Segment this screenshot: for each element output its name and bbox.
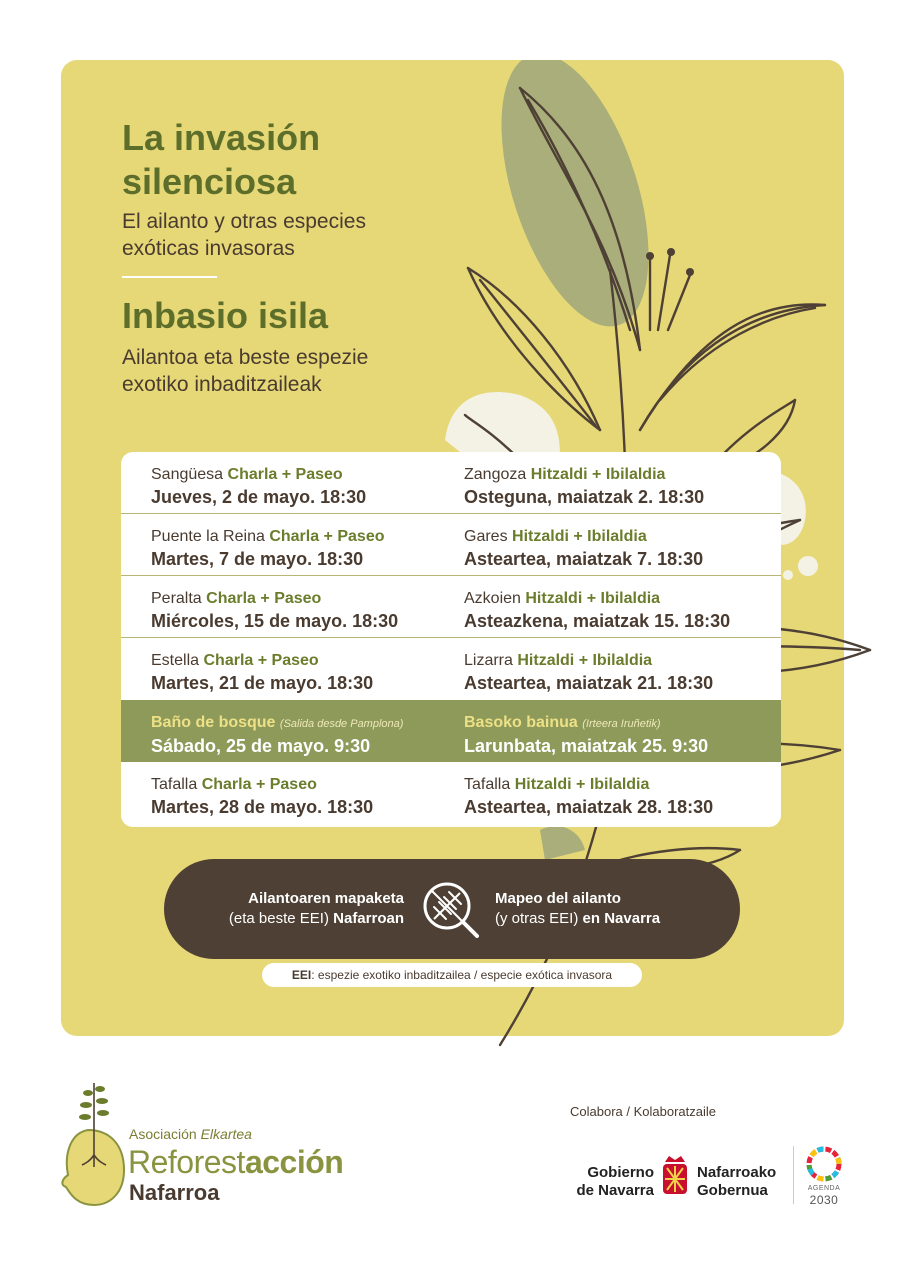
map-banner-es-line1: Mapeo del ailanto — [495, 890, 621, 907]
town: Puente la Reina — [151, 528, 265, 545]
navarra-crest-icon — [659, 1152, 691, 1200]
date: Martes, 21 de mayo. 18:30 — [151, 673, 374, 693]
organizer-brand: Reforestacción — [128, 1144, 344, 1180]
logo-divider — [793, 1146, 794, 1204]
activity: Hitzaldi + Ibilaldia — [525, 590, 661, 607]
date: Asteartea, maiatzak 21. 18:30 — [464, 673, 714, 693]
map-banner-basque — [229, 889, 404, 929]
date: Larunbata, maiatzak 25. 9:30 — [464, 736, 709, 756]
schedule-row — [121, 762, 781, 824]
activity: Hitzaldi + Ibilaldia — [530, 466, 666, 483]
date: Jueves, 2 de mayo. 18:30 — [151, 487, 367, 507]
activity: Charla + Paseo — [227, 466, 343, 483]
activity: Hitzaldi + Ibilaldia — [514, 776, 650, 793]
map-banner[interactable] — [164, 859, 740, 959]
schedule-row — [121, 452, 781, 514]
town: Basoko bainua — [464, 714, 578, 731]
map-banner-eu-line2-plain: (eta beste EEI) — [228, 910, 329, 927]
town: Tafalla — [464, 776, 511, 793]
schedule-cell-es — [151, 589, 398, 633]
schedule-row — [121, 638, 781, 700]
activity-note: (Salida desde Pamplona) — [279, 718, 404, 730]
eei-footnote — [262, 963, 642, 987]
schedule-cell-es — [151, 713, 403, 758]
date: Osteguna, maiatzak 2. 18:30 — [464, 487, 705, 507]
map-banner-spanish — [495, 889, 660, 929]
activity: Charla + Paseo — [201, 776, 317, 793]
date: Asteazkena, maiatzak 15. 18:30 — [464, 611, 731, 631]
organizer-association-label: Asociación Elkartea — [129, 1126, 252, 1142]
town: Lizarra — [464, 652, 513, 669]
date: Martes, 7 de mayo. 18:30 — [151, 549, 364, 569]
map-banner-eu-line1: Ailantoaren mapaketa — [248, 890, 404, 907]
town: Gares — [464, 528, 508, 545]
town: Azkoien — [464, 590, 521, 607]
schedule-row — [121, 576, 781, 638]
activity: Charla + Paseo — [269, 528, 385, 545]
activity-note: (Irteera Iruñetik) — [582, 718, 661, 730]
date: Asteartea, maiatzak 7. 18:30 — [464, 549, 704, 569]
date: Sábado, 25 de mayo. 9:30 — [151, 736, 371, 756]
gobierno-navarra-eu: Nafarroako Gobernua — [697, 1164, 777, 1199]
schedule-cell-eu — [464, 527, 703, 571]
subtitle-basque: Ailantoa eta beste espezie exotiko inbaditzaileak — [122, 346, 369, 396]
town: Peralta — [151, 590, 202, 607]
map-banner-es-line2-plain: (y otras EEI) — [495, 910, 579, 927]
agenda-label: AGENDA — [807, 1185, 841, 1192]
schedule-cell-es — [151, 527, 384, 571]
eei-definition: : espezie exotiko inbaditzailea / especie exótica invasora — [311, 968, 613, 982]
town: Estella — [151, 652, 200, 669]
town: Sangüesa — [151, 466, 224, 483]
schedule-row-featured — [121, 700, 781, 762]
schedule-cell-eu — [464, 465, 704, 509]
date: Asteartea, maiatzak 28. 18:30 — [464, 797, 714, 817]
title-divider — [122, 276, 217, 278]
schedule-table — [121, 452, 781, 827]
schedule-cell-eu — [464, 775, 713, 819]
eei-abbrev: EEI — [291, 968, 312, 982]
schedule-row — [121, 514, 781, 576]
title-spanish: La invasión silenciosa — [122, 117, 321, 202]
schedule-cell-eu — [464, 651, 713, 695]
schedule-cell-eu — [464, 713, 708, 758]
subtitle-spanish: El ailanto y otras especies exóticas invasoras — [122, 210, 366, 260]
reforestaccion-logo-icon — [60, 1075, 130, 1210]
schedule-cell-es — [151, 651, 373, 695]
town: Baño de bosque — [151, 714, 276, 731]
activity: Hitzaldi + Ibilaldia — [512, 528, 647, 545]
date: Martes, 28 de mayo. 18:30 — [151, 797, 374, 817]
sponsor-label: Colabora / Kolaboratzaile — [570, 1104, 716, 1119]
activity: Charla + Paseo — [203, 652, 319, 669]
schedule-cell-es — [151, 775, 373, 819]
schedule-cell-es — [151, 465, 366, 509]
title-basque: Inbasio isila — [122, 295, 329, 336]
agenda-year: 2030 — [809, 1193, 839, 1207]
gobierno-navarra-es: Gobierno de Navarra — [576, 1164, 654, 1199]
map-banner-es-line2-bold: en Navarra — [582, 910, 661, 927]
organizer-region: Nafarroa — [129, 1180, 220, 1205]
town: Tafalla — [151, 776, 198, 793]
map-banner-eu-line2-bold: Nafarroan — [333, 910, 404, 927]
town: Zangoza — [464, 466, 527, 483]
activity: Charla + Paseo — [206, 590, 322, 607]
activity: Hitzaldi + Ibilaldia — [517, 652, 653, 669]
schedule-cell-eu — [464, 589, 730, 633]
search-leaf-icon — [420, 879, 482, 941]
date: Miércoles, 15 de mayo. 18:30 — [151, 611, 399, 631]
